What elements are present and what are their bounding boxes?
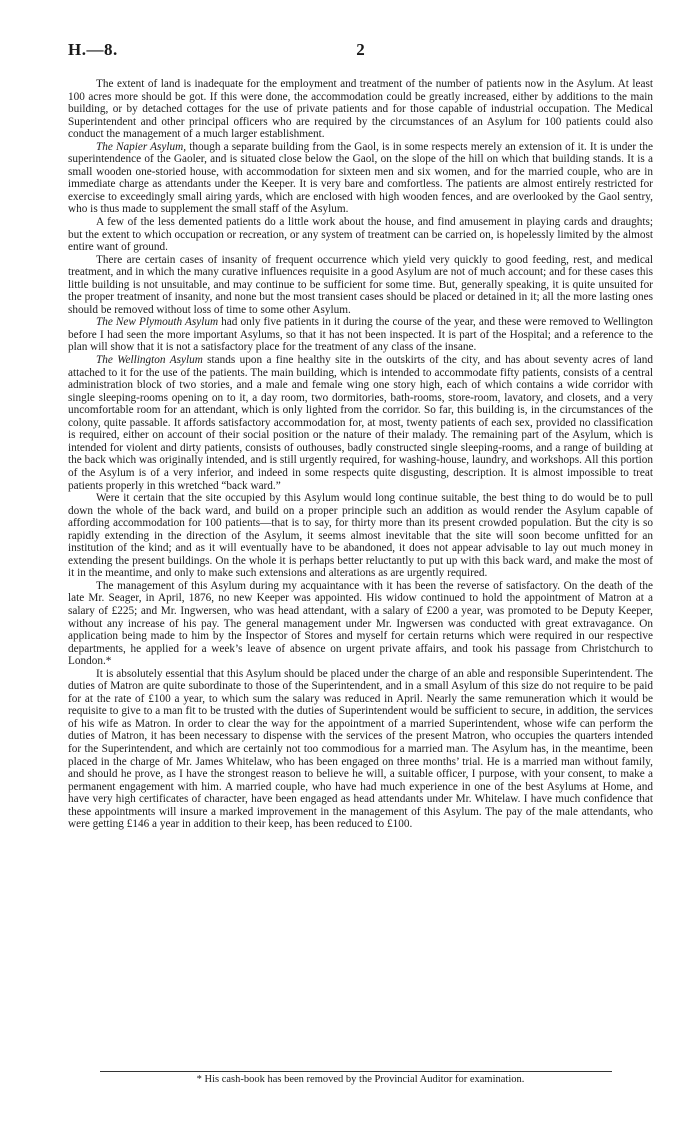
footnote-divider <box>100 1071 612 1072</box>
paragraph-land-extent: The extent of land is inadequate for the employment and treatment of the number of patients now in the Asylum. At least 100 acres more should be got. If this were done, the accommodation could be greatly increased, either by additions to the main building, or by detached cottages for the use of private patients and for those capable of industrial occupation. The Medical Superintendent and other principal officers who are required by the circumstances of an Asylum for 100 patients could also conduct the management of a much larger establishment. <box>68 78 653 141</box>
page-header <box>68 40 653 62</box>
paragraph-napier-asylum: The Napier Asylum, though a separate building from the Gaol, is in some respects merely an extension of it. It is under the superintendence of the Gaoler, and is situated close below the Gaol, on the slope of the hill on which that building stands. It is a small wooden one-storied house, with accommodation for sixteen men and six women, and for the married couple, who are in immediate charge as attendants under the Keeper. It is very bare and comfortless. The patients are almost entirely restricted for exercise to exceedingly small airing yards, which are enclosed with high wooden fences, and are overlooked by the Gaol sentry, who is thus made to supplement the small staff of the Asylum. <box>68 140 653 216</box>
footnote: * His cash-book has been removed by the Provincial Auditor for examination. <box>196 1074 525 1085</box>
paragraph-management: The management of this Asylum during my acquaintance with it has been the reverse of satisfactory. On the death of the late Mr. Seager, in April, 1876, no new Keeper was appointed. His widow continued to hold the appointment of Matron at a salary of £225; and Mr. Ingwersen, who was head attendant, with a salary of £200 a year, was promoted to be Deputy Keeper, without any increase of his pay. The general management under Mr. Ingwersen was conducted with great extravagance. On application being made to him by the Inspector of Stores and myself for certain returns which were required in our respective departments, he applied for a week’s leave of absence on urgent private affairs, and took his passage from Christchurch to London.* <box>68 579 653 668</box>
document-reference: H.—8. <box>68 40 118 59</box>
paragraph-napier-occupation: A few of the less demented patients do a little work about the house, and find amusement in playing cards and draughts; but the extent to which occupation or recreation, or any system of treatment can be carried on, is hopelessly limited by the almost entire want of ground. <box>68 216 653 254</box>
paragraph-wellington-asylum: The Wellington Asylum stands upon a fine healthy site in the outskirts of the city, and has about seventy acres of land attached to it for the use of the patients. The main building, which is intended to accommodate fifty patients, consists of a central administration block of two stories, and a male and female wing one story high, each of which contains a wide corridor with single sleeping-rooms opening on to it, a day room, two dormitories, bath-rooms, store-room, lavatory, and closets, and a very uncomfortable room for an attendant, which is only lighted from the corridor. So far, this building is, in the circumstances of the colony, quite passable. It affords satisfactory accommodation for, at most, twenty patients of each sex, provided no classification is required, either on account of their social position or the nature of their malady. The remaining part of the Asylum, which is intended for violent and dirty patients, consists of outhouses, badly constructed single sleeping-rooms, and a range of building at the back which was originally intended, and is still urgently required, for washing-house, laundry, and workshops. All this portion of the Asylum is of a very inferior, and indeed in some respects quite disgusting, description. It is almost impossible to treat patients properly in this wretched “back ward.” <box>68 354 654 492</box>
paragraph-superintendent: It is absolutely essential that this Asylum should be placed under the charge of an able and responsible Superintendent. The duties of Matron are quite subordinate to those of the Superintendent, and in a small Asylum of this size do not require to be paid for at the rate of £100 a year, to which sum the salary was reduced in April. Nearly the same remuneration which it would be requisite to give to a man fit to be trusted with the duties of Superintendent would be sufficient to secure, in addition, the services of his wife as Matron. In order to clear the way for the appointment of a married Superintendent, whose wife can perform the duties of Matron, it has been necessary to dispense with the services of the present Matron, who occupies the quarters intended for the Superintendent, and which are certainly not too commodious for a married man. The Asylum has, in the meantime, been placed in the charge of Mr. James Whitelaw, who has been engaged on three months’ trial. He is a married man without family, and should he prove, as I have the strongest reason to believe he will, a suitable officer, I purpose, with your consent, to make a permanent engagement with him. A married couple, who have had much experience in one of the best Asylums at Home, and have very high certificates of character, have been engaged as head attendants under Mr. Whitelaw. I have much confidence that these appointments will insure a marked improvement in the management of this Asylum. The pay of the male attendants, who were getting £146 a year in addition to their keep, has been reduced to £100. <box>68 667 653 831</box>
new-plymouth-asylum-heading: The New Plymouth Asylum <box>96 316 219 329</box>
paragraph-insanity-cases: There are certain cases of insanity of frequent occurrence which yield very quickly to good feeding, rest, and medical treatment, and in which the many curative influences requisite in a good Asylum are not of much account; and for these cases this little building is not unsuitable, and may continue to be sufficient for some time. But, generally speaking, it is quite unsuited for the proper treatment of insanity, and none but the most transient cases should be placed or detained in it; all the more lasting ones should be removed without loss of time to some other Asylum. <box>68 253 653 316</box>
napier-asylum-heading: The Napier Asylum, <box>96 140 187 153</box>
wellington-asylum-heading: The Wellington Asylum <box>96 354 203 367</box>
body-text <box>68 78 653 831</box>
paragraph-new-plymouth-asylum: The New Plymouth Asylum had only five patients in it during the course of the year, and these were removed to Wellington before I had seen the more important Asylums, so that it has not been inspected. It is part of the Hospital; and a reference to the plan will show that it is not a satisfactory place for the treatment of any class of the insane. <box>68 316 653 354</box>
page-number: 2 <box>356 40 365 59</box>
paragraph-site-suitability: Were it certain that the site occupied by this Asylum would long continue suitable, the best thing to do would be to pull down the whole of the back ward, and build on a proper principle such an addition as would render the Asylum capable of affording accommodation for 100 patients—that is to say, for thirty more than its present crowded population. But the city is so rapidly extending in the direction of the Asylum, it seems almost inevitable that the site will soon become unfitted for an institution of the kind; and as it will eventually have to be abandoned, it does not appear advisable to lay out much money in extending the present buildings. On the whole it is perhaps better reluctantly to put up with this back ward, and make the most of it in the meantime, and only to make such extensions and alterations as are urgently required. <box>68 492 653 580</box>
